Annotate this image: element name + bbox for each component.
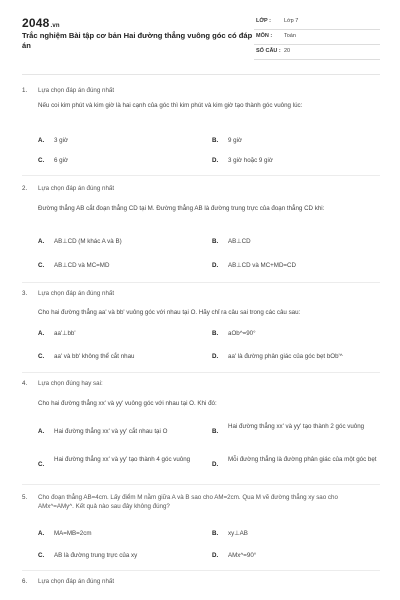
option-letter: B. [212,238,219,245]
option-letter: D. [212,262,219,269]
question-prompt: Đường thẳng AB cắt đoạn thẳng CD tại M. Đường thẳng AB là đường trung trực của đoạn thẳng CD khi: [38,205,325,212]
question-number: 4. [22,380,28,387]
option-text: 3 giờ hoặc 9 giờ [228,157,273,164]
meta-value: Toán [284,33,296,39]
meta-row-count [254,45,380,60]
meta-row-subject [254,30,380,45]
header-divider [22,74,380,75]
option-text: AB⊥CD và MC+MD=CD [228,262,296,269]
question-instruction: Lựa chọn đáp án đúng nhất [38,87,115,94]
option-text: aOb^=90° [228,330,256,337]
question-number: 2. [22,185,28,192]
option-text: AB là đường trung trực của xy [54,552,138,559]
option-letter: C. [38,157,45,164]
page-header [0,0,400,78]
page-title: Trắc nghiệm Bài tập cơ bản Hai đường thẳng vuông góc có đáp án [22,31,253,50]
option-text: Hai đường thẳng xx' và yy' tạo thành 2 góc vuông [228,423,365,430]
option-text: aa' là đường phân giác của góc bẹt bOb'^ [228,353,343,360]
option-letter: B. [212,330,219,337]
meta-value: Lớp 7 [284,18,299,24]
option-letter: B. [212,428,219,435]
question-instruction: Lựa chọn đáp án đúng nhất [38,185,115,192]
meta-key: SỐ CÂU : [256,48,281,54]
question-divider [22,484,380,485]
question-divider [22,282,380,283]
option-text: AB⊥CD và MC=MD [54,262,110,269]
option-letter: C. [38,262,45,269]
site-logo[interactable] [22,16,60,30]
option-text: 9 giờ [228,137,243,144]
question-prompt: Cho hai đường thẳng xx' và yy' vuông góc với nhau tại O. Khi đó: [38,400,217,407]
question-divider [22,175,380,176]
option-letter: B. [212,137,219,144]
question-number: 3. [22,290,28,297]
option-letter: D. [212,552,219,559]
option-text: aa' và bb' không thể cắt nhau [54,353,135,360]
question-number: 6. [22,578,28,585]
option-text: aa'⊥bb' [54,330,76,337]
meta-value: 20 [284,48,291,54]
question-prompt: Cho hai đường thẳng aa' và bb' vuông góc với nhau tại O. Hãy chỉ ra câu sai trong các câu sau: [38,309,301,316]
option-text: 6 giờ [54,157,69,164]
option-text: Hai đường thẳng xx' và yy' tạo thành 4 góc vuông [54,456,191,463]
option-letter: B. [212,530,219,537]
option-text: Hai đường thẳng xx' và yy' cắt nhau tại O [54,428,168,435]
option-text: MA=MB=2cm [54,530,92,537]
option-letter: C. [38,461,45,468]
logo-sub-text: .vn [50,23,60,29]
option-letter: A. [38,428,45,435]
question-number: 5. [22,494,28,501]
option-letter: D. [212,353,219,360]
option-text: AMx^=90° [228,552,257,559]
question-prompt: Nếu coi kim phút và kim giờ là hai cạnh của góc thì kim phút và kim giờ tạo thành góc vuông lúc: [38,102,303,109]
question-divider [22,372,380,373]
option-text: AB⊥CD [228,238,251,245]
meta-key: LỚP : [256,18,271,24]
question-divider [22,570,380,571]
meta-row-class [254,15,380,30]
option-letter: A. [38,137,45,144]
option-letter: C. [38,552,45,559]
meta-key: MÔN : [256,33,273,39]
option-text: Mỗi đường thẳng là đường phân giác của một góc bẹt [228,456,377,463]
option-text: AB⊥CD (M khác A và B) [54,238,122,245]
question-instruction: Lựa chọn đáp án đúng nhất [38,578,115,585]
question-number: 1. [22,87,28,94]
option-letter: D. [212,157,219,164]
question-instruction: Cho đoạn thẳng AB=4cm. Lấy điểm M nằm giữa A và B sao cho AM=2cm. Qua M vẽ đường thẳng xy sao cho AMx^=AMy^. Kết quả nào sau đây không đúng? [38,494,338,510]
option-text: 3 giờ [54,137,69,144]
option-letter: C. [38,353,45,360]
logo-main-text: 2048 [22,16,50,30]
question-instruction: Lựa chọn đúng hay sai: [38,380,103,387]
quiz-meta [254,15,380,60]
option-letter: D. [212,461,219,468]
option-letter: A. [38,330,45,337]
option-letter: A. [38,238,45,245]
option-letter: A. [38,530,45,537]
option-text: xy⊥AB [228,530,248,537]
question-instruction: Lựa chọn đáp án đúng nhất [38,290,115,297]
